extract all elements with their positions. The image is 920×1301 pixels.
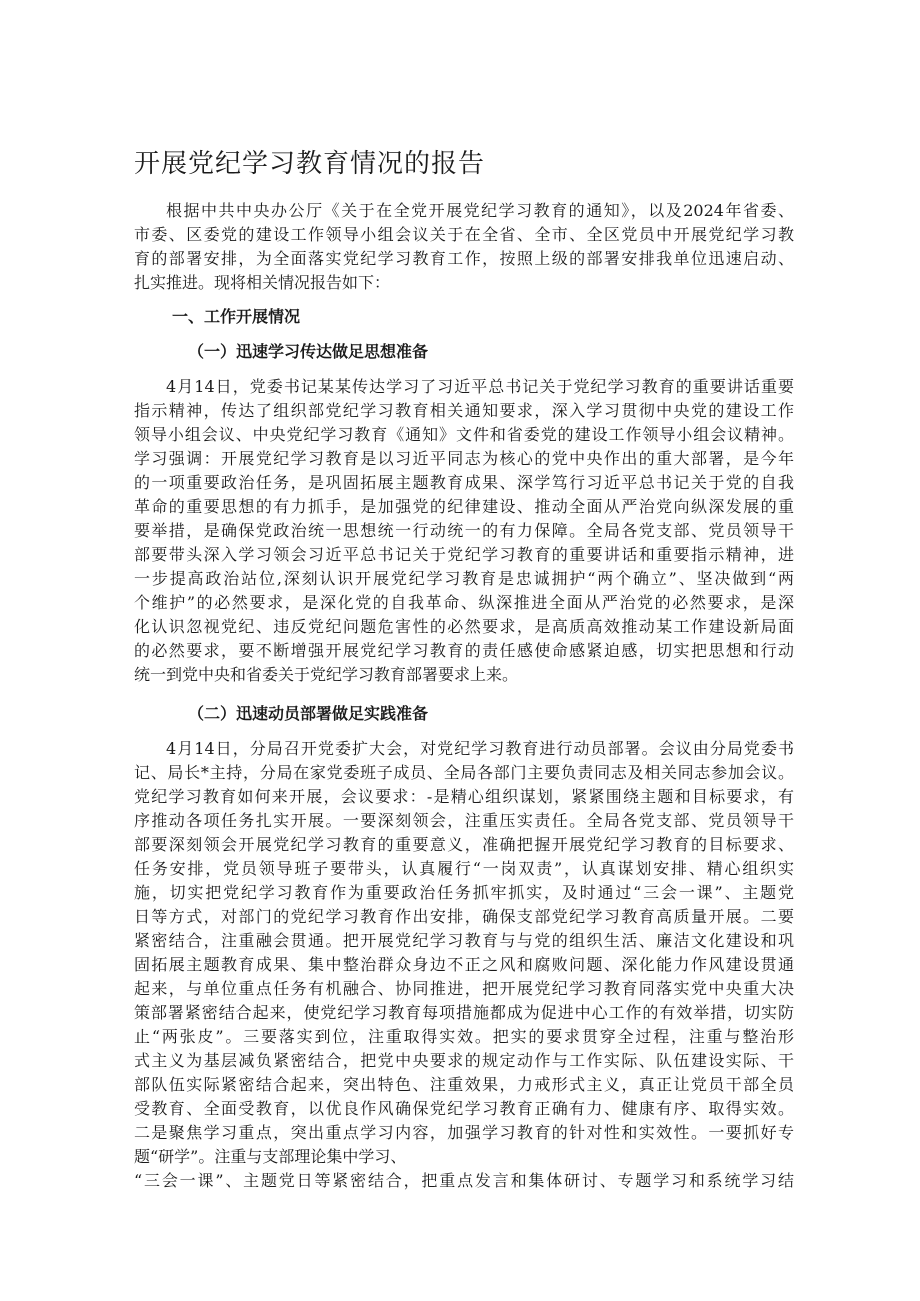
sub2-line-14: 式主义为基层减负紧密结合，把党中央要求的规定动作与工作实际、队伍建设实际、干 — [134, 1051, 794, 1070]
sub1-line-10: 个维护”的必然要求，是深化党的自我革命、纵深推进全面从严治党的必然要求，是深 — [134, 593, 794, 612]
sub1-line-7: 要举措，是确保党政治统一思想统一行动统一的有力保障。全局各党支部、党员领导干 — [134, 521, 794, 540]
intro-line-4: 扎实推进。现将相关情况报告如下： — [134, 273, 391, 292]
sub2-line-19: “三会一课”、主题党日等紧密结合，把重点发言和集体研讨、专题学习和系统学习结 — [134, 1171, 794, 1190]
sub2-line-18: 题“研学”。注重与支部理论集中学习、 — [134, 1147, 407, 1166]
document-title: 开展党纪学习教育情况的报告 — [134, 149, 486, 179]
intro-line-3: 育的部署安排，为全面落实党纪学习教育工作，按照上级的部署安排我单位迅速启动、 — [134, 249, 794, 268]
section-1-heading: 一、工作开展情况 — [172, 307, 301, 326]
sub2-line-15: 部队伍实际紧密结合起来，突出特色、注重效果，力戒形式主义，真正让党员干部全员 — [134, 1075, 794, 1094]
sub2-line-3: 党纪学习教育如何来开展，会议要求：-是精心组织谋划，紧紧围绕主题和目标要求，有 — [134, 787, 794, 806]
sub2-line-13: 止“两张皮”。三要落实到位，注重取得实效。把实的要求贯穿全过程，注重与整治形 — [134, 1027, 794, 1046]
sub2-line-11: 起来，与单位重点任务有机融合、协同推进，把开展党纪学习教育同落实党中央重大决 — [134, 979, 794, 998]
sub2-line-8: 日等方式，对部门的党纪学习教育作出安排，确保支部党纪学习教育高质量开展。二要 — [134, 907, 794, 926]
sub1-line-3: 领导小组会议、中央党纪学习教育《通知》文件和省委党的建设工作领导小组会议精神。 — [134, 425, 794, 444]
sub2-line-9: 紧密结合，注重融会贯通。把开展党纪学习教育与与党的组织生活、廉洁文化建设和巩 — [134, 931, 794, 950]
intro-line-2: 市委、区委党的建设工作领导小组会议关于在全省、全市、全区党员中开展党纪学习教 — [134, 225, 794, 244]
sub2-line-17: 二是聚焦学习重点，突出重点学习内容，加强学习教育的针对性和实效性。一要抓好专 — [134, 1123, 794, 1142]
sub1-line-2: 指示精神，传达了组织部党纪学习教育相关通知要求，深入学习贯彻中央党的建设工作 — [134, 401, 794, 420]
sub1-line-1: 4月14日，党委书记某某传达学习了习近平总书记关于党纪学习教育的重要讲话重要 — [166, 377, 794, 396]
sub2-line-4: 序推动各项任务扎实开展。一要深刻领会，注重压实责任。全局各党支部、党员领导干 — [134, 811, 794, 830]
subsection-1-heading: （一）迅速学习传达做足思想准备 — [188, 342, 429, 361]
sub1-line-11: 化认识忽视党纪、违反党纪问题危害性的必然要求，是高质高效推动某工作建设新局面 — [134, 617, 794, 636]
subsection-2-heading: （二）迅速动员部署做足实践准备 — [188, 704, 429, 723]
sub2-line-10: 固拓展主题教育成果、集中整治群众身边不正之风和腐败问题、深化能力作风建设贯通 — [134, 955, 794, 974]
sub1-line-12: 的必然要求，要不断增强开展党纪学习教育的责任感使命感紧迫感，切实把思想和行动 — [134, 641, 794, 660]
sub2-line-12: 策部署紧密结合起来，使党纪学习教育每项措施都成为促进中心工作的有效举措，切实防 — [134, 1003, 794, 1022]
sub2-line-2: 记、局长*主持，分局在家党委班子成员、全局各部门主要负责同志及相关同志参加会议。 — [134, 763, 794, 782]
sub1-line-6: 革命的重要思想的有力抓手，是加强党的纪律建设、推动全面从严治党向纵深发展的重 — [134, 497, 794, 516]
sub2-line-16: 受教育、全面受教育，以优良作风确保党纪学习教育正确有力、健康有序、取得实效。 — [134, 1099, 794, 1118]
sub2-line-5: 部要深刻领会开展党纪学习教育的重要意义，准确把握开展党纪学习教育的目标要求、 — [134, 835, 794, 854]
sub2-line-7: 施，切实把党纪学习教育作为重要政治任务抓牢抓实，及时通过“三会一课”、主题党 — [134, 883, 794, 902]
sub1-line-13: 统一到党中央和省委关于党纪学习教育部署要求上来。 — [134, 665, 519, 684]
intro-line-1: 根据中共中央办公厅《关于在全党开展党纪学习教育的通知》，以及2024年省委、 — [166, 201, 794, 220]
sub2-line-1: 4月14日，分局召开党委扩大会，对党纪学习教育进行动员部署。会议由分局党委书 — [166, 739, 794, 758]
sub1-line-8: 部要带头深入学习领会习近平总书记关于党纪学习教育的重要讲话和重要指示精神，进 — [134, 545, 794, 564]
sub1-line-9: 一步提高政治站位,深刻认识开展党纪学习教育是忠诚拥护“两个确立”、坚决做到“两 — [134, 569, 794, 588]
sub2-line-6: 任务安排，党员领导班子要带头，认真履行“一岗双责”，认真谋划安排、精心组织实 — [134, 859, 794, 878]
sub1-line-5: 的一项重要政治任务，是巩固拓展主题教育成果、深学笃行习近平总书记关于党的自我 — [134, 473, 794, 492]
sub1-line-4: 学习强调：开展党纪学习教育是以习近平同志为核心的党中央作出的重大部署，是今年 — [134, 449, 794, 468]
